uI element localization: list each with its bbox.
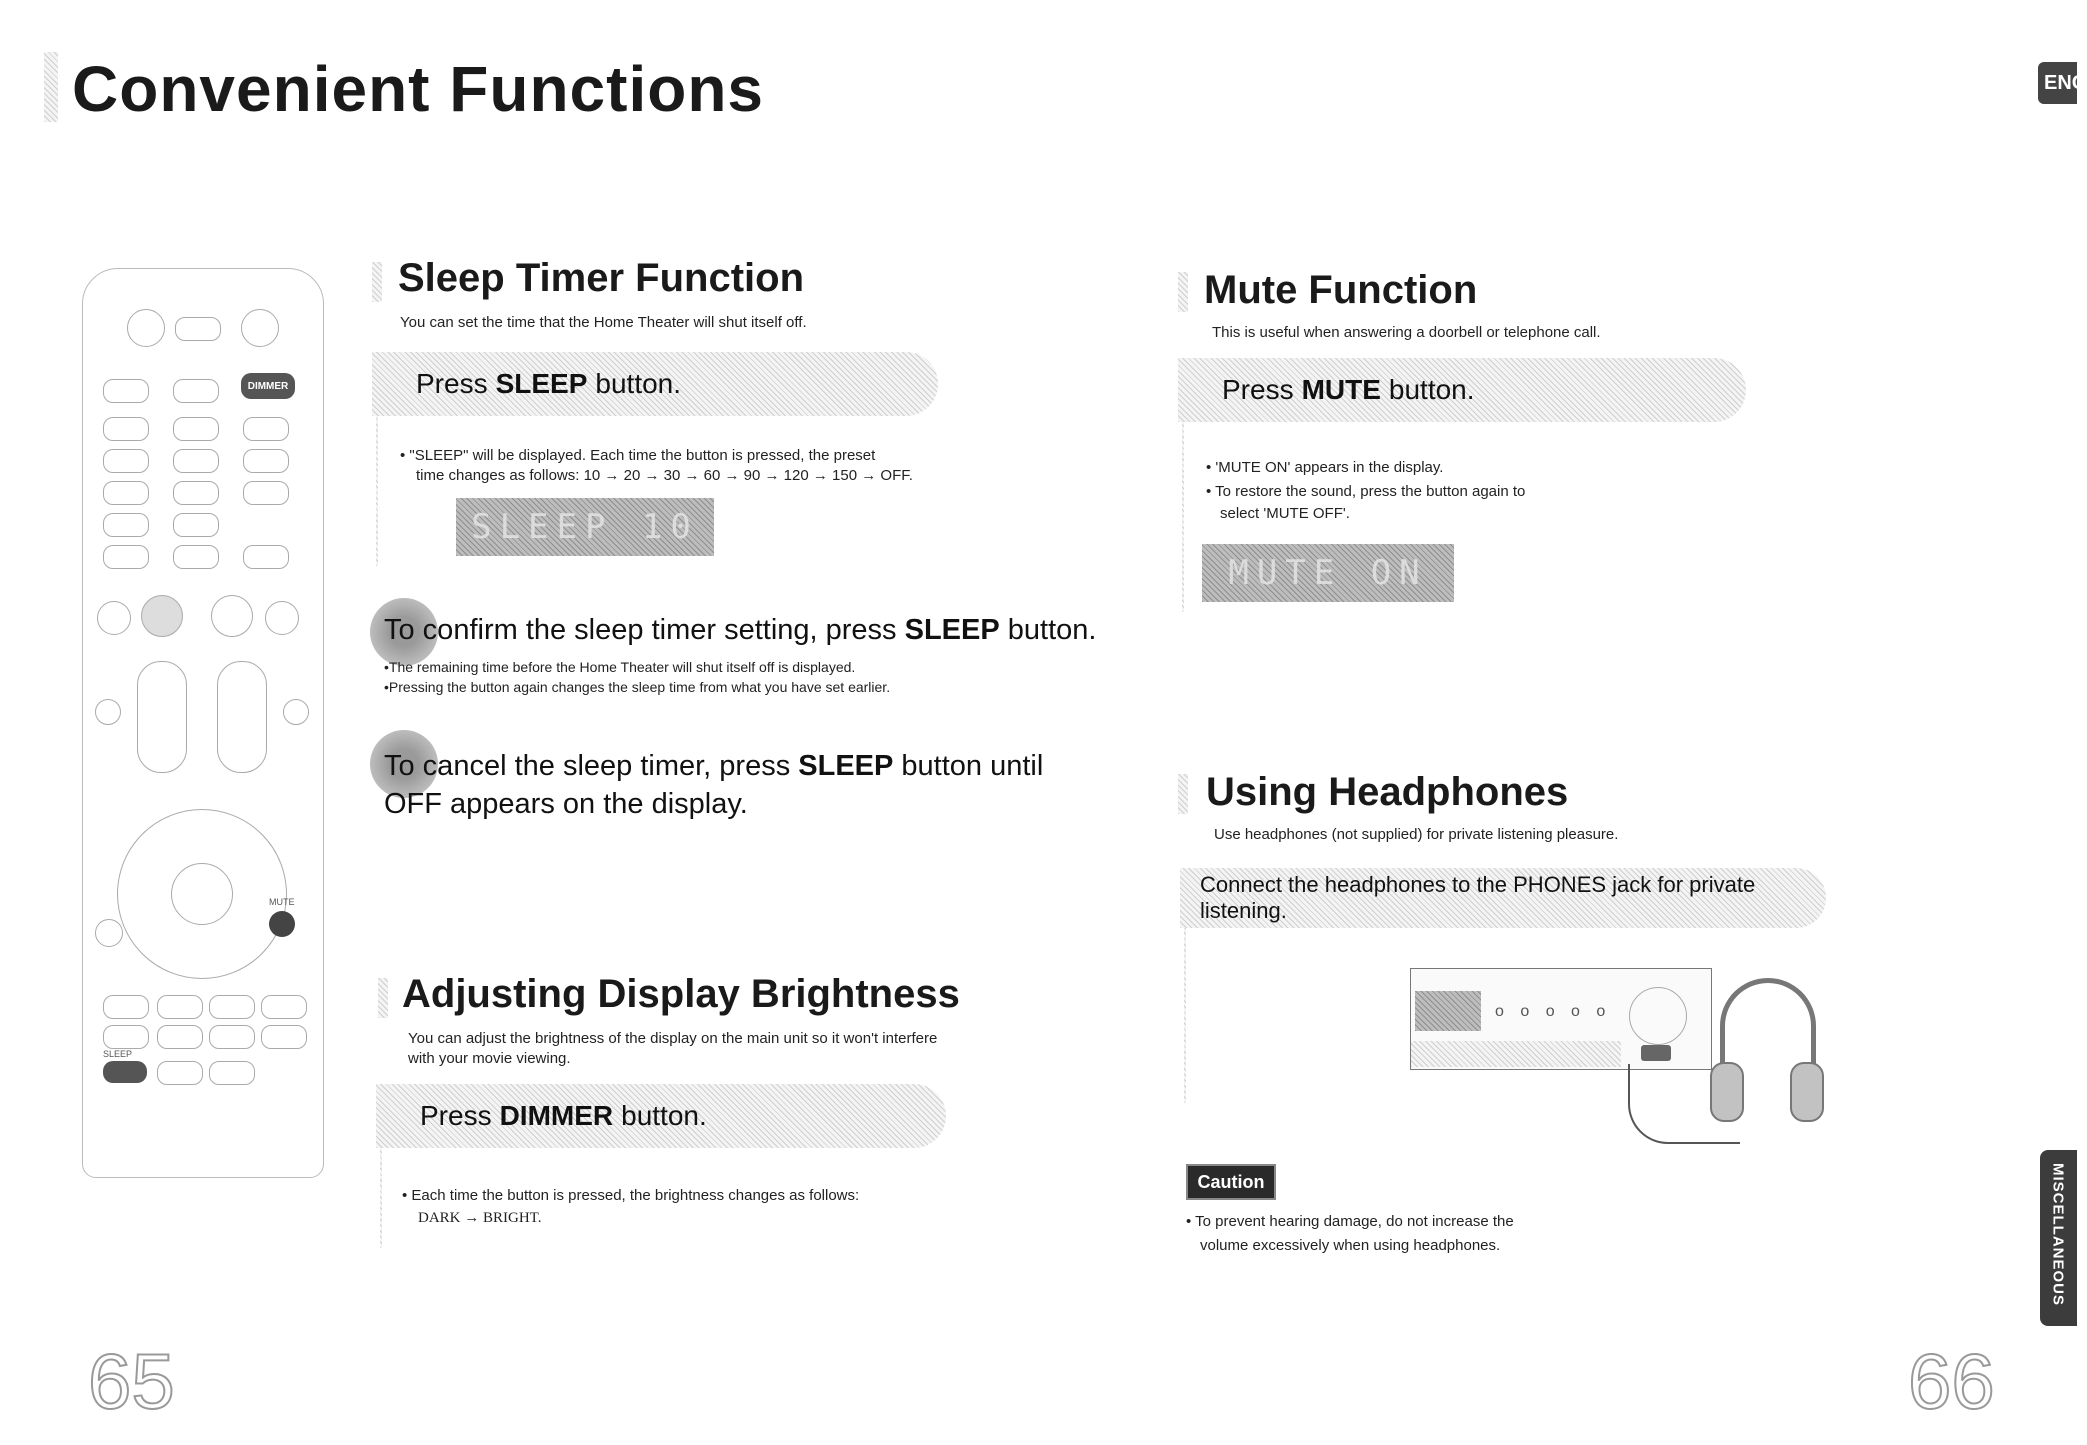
remote-number-button: [243, 449, 289, 473]
remote-button: [261, 995, 307, 1019]
mute-section-title: Mute Function: [1204, 268, 1478, 312]
press-text: Press: [416, 368, 488, 399]
section-accent-bar: [1178, 272, 1188, 312]
mute-press-instruction: [1178, 358, 1746, 422]
remote-number-button: [173, 513, 219, 537]
sleep-intro: You can set the time that the Home Theater will shut itself off.: [400, 314, 807, 331]
mute-bullet-line: • To restore the sound, press the button again to: [1206, 483, 1526, 500]
remote-side-button: [283, 699, 309, 725]
dimmer-key: DIMMER: [499, 1100, 614, 1131]
press-text: button.: [1388, 374, 1475, 405]
sleep-bullet-line: • "SLEEP" will be displayed. Each time the button is pressed, the preset: [400, 447, 876, 464]
remote-power-button: [127, 309, 165, 347]
remote-button: [157, 995, 203, 1019]
connect-text: Connect the headphones to the PHONES jack for private listening.: [1200, 872, 1756, 923]
mute-intro: This is useful when answering a doorbell or telephone call.: [1212, 324, 1601, 341]
remote-button: [261, 1025, 307, 1049]
mute-lcd-display: MUTE ON: [1202, 544, 1454, 602]
sleep-confirm-step: [384, 612, 1096, 648]
remote-pause-button: [141, 595, 183, 637]
remote-transport-button: [97, 601, 131, 635]
brightness-section-title: Adjusting Display Brightness: [402, 972, 960, 1016]
remote-number-button: [243, 481, 289, 505]
caution-label: Caution: [1197, 1171, 1265, 1192]
remote-enter-button: [171, 863, 233, 925]
remote-button: [173, 379, 219, 403]
headphones-icon: [1710, 978, 1820, 1128]
press-text: Press: [420, 1100, 492, 1131]
caution-text-line: volume excessively when using headphones.: [1200, 1237, 1501, 1254]
remote-number-button: [103, 545, 149, 569]
remote-eject-button: [241, 309, 279, 347]
sleep-cancel-step-line2: OFF appears on the display.: [384, 788, 748, 820]
sleep-key: SLEEP: [904, 614, 1000, 646]
remote-number-button: [103, 449, 149, 473]
unit-front-strip: [1411, 1041, 1621, 1067]
right-earcup: [1790, 1062, 1824, 1122]
main-unit-illustration: [1410, 968, 1712, 1070]
press-text: Press: [1222, 374, 1294, 405]
remote-number-button: [243, 545, 289, 569]
brightness-press-instruction: [376, 1084, 946, 1148]
section-guide-line: [376, 416, 378, 566]
remote-number-button: [103, 513, 149, 537]
page-number-right: 66: [1908, 1337, 1995, 1425]
remote-button: [209, 1061, 255, 1085]
remote-sleep-button: [103, 1061, 147, 1083]
brightness-bullet-line: DARK → BRIGHT.: [418, 1210, 542, 1226]
headphones-section-title: Using Headphones: [1206, 770, 1569, 814]
unit-volume-knob: [1629, 987, 1687, 1045]
remote-button: [103, 995, 149, 1019]
brightness-intro: You can adjust the brightness of the display on the main unit so it won't interfere: [408, 1030, 938, 1047]
sleep-key: SLEEP: [798, 750, 894, 782]
remote-return-button: [95, 919, 123, 947]
remote-mute-label: MUTE: [269, 897, 295, 907]
page-number-left: 65: [88, 1337, 175, 1425]
remote-button: [103, 379, 149, 403]
remote-button: [209, 995, 255, 1019]
remote-button: [209, 1025, 255, 1049]
page-title: Convenient Functions: [72, 53, 764, 125]
step-text: button.: [1007, 614, 1097, 646]
unit-phones-jack: [1641, 1045, 1671, 1061]
sleep-bullet-line: time changes as follows: 10 → 20 → 30 → 60 → 90 → 120 → 150 → OFF.: [416, 467, 913, 484]
sleep-confirm-note: •Pressing the button again changes the sleep time from what you have set earlier.: [384, 679, 891, 695]
sleep-section-title: Sleep Timer Function: [398, 256, 804, 300]
remote-number-button: [173, 417, 219, 441]
step-text: To confirm the sleep timer setting, press: [384, 614, 897, 646]
section-accent-bar: [378, 978, 388, 1018]
remote-number-button: [243, 417, 289, 441]
section-guide-line: [1184, 928, 1186, 1103]
section-accent-bar: [1178, 774, 1188, 814]
remote-transport-button: [211, 595, 253, 637]
press-text: button.: [595, 368, 682, 399]
sleep-cancel-step: [384, 748, 1043, 784]
remote-number-button: [103, 481, 149, 505]
remote-button: [103, 1025, 149, 1049]
lang-tab-label: ENG: [2044, 71, 2087, 94]
step-text: button until: [901, 750, 1044, 782]
remote-number-button: [173, 449, 219, 473]
section-guide-line: [1182, 422, 1184, 612]
lang-tab: [2038, 62, 2087, 104]
headphones-intro: Use headphones (not supplied) for private listening pleasure.: [1214, 826, 1619, 843]
remote-volume-rocker: [137, 661, 187, 773]
mute-bullet-line: • 'MUTE ON' appears in the display.: [1206, 459, 1444, 476]
sleep-press-instruction: [372, 352, 938, 416]
sleep-confirm-note: •The remaining time before the Home Theater will shut itself off is displayed.: [384, 659, 856, 675]
press-text: button.: [621, 1100, 707, 1131]
side-tab-label: MISCELLANEOUS: [2049, 1162, 2067, 1306]
sleep-lcd-display: SLEEP 10: [456, 498, 714, 556]
remote-number-button: [173, 481, 219, 505]
unit-indicator-dots: o o o o o: [1495, 1003, 1612, 1020]
remote-dimmer-label: DIMMER: [247, 380, 289, 392]
headphones-instruction: [1180, 868, 1826, 928]
sleep-key: SLEEP: [495, 368, 588, 399]
mute-bullet-line: select 'MUTE OFF'.: [1220, 505, 1350, 522]
remote-mute-button: [269, 911, 295, 937]
remote-button: [175, 317, 221, 341]
remote-button: [157, 1061, 203, 1085]
section-guide-line: [380, 1148, 382, 1248]
title-accent-bar: [44, 52, 58, 122]
remote-dimmer-button: [241, 373, 295, 399]
section-accent-bar: [372, 262, 382, 302]
caution-badge: [1186, 1164, 1276, 1200]
remote-control-illustration: [82, 268, 324, 1178]
remote-button: [157, 1025, 203, 1049]
brightness-intro: with your movie viewing.: [408, 1050, 571, 1067]
remote-transport-button: [265, 601, 299, 635]
brightness-bullet-line: • Each time the button is pressed, the brightness changes as follows:: [402, 1187, 860, 1204]
unit-display-panel: [1415, 991, 1481, 1031]
side-tab-miscellaneous: [2040, 1150, 2077, 1326]
remote-sleep-label: SLEEP: [103, 1049, 133, 1059]
caution-text-line: • To prevent hearing damage, do not increase the: [1186, 1213, 1514, 1230]
left-earcup: [1710, 1062, 1744, 1122]
remote-number-button: [173, 545, 219, 569]
mute-key: MUTE: [1301, 374, 1381, 405]
remote-tuning-rocker: [217, 661, 267, 773]
remote-side-button: [95, 699, 121, 725]
step-text: To cancel the sleep timer, press: [384, 750, 791, 782]
remote-number-button: [103, 417, 149, 441]
